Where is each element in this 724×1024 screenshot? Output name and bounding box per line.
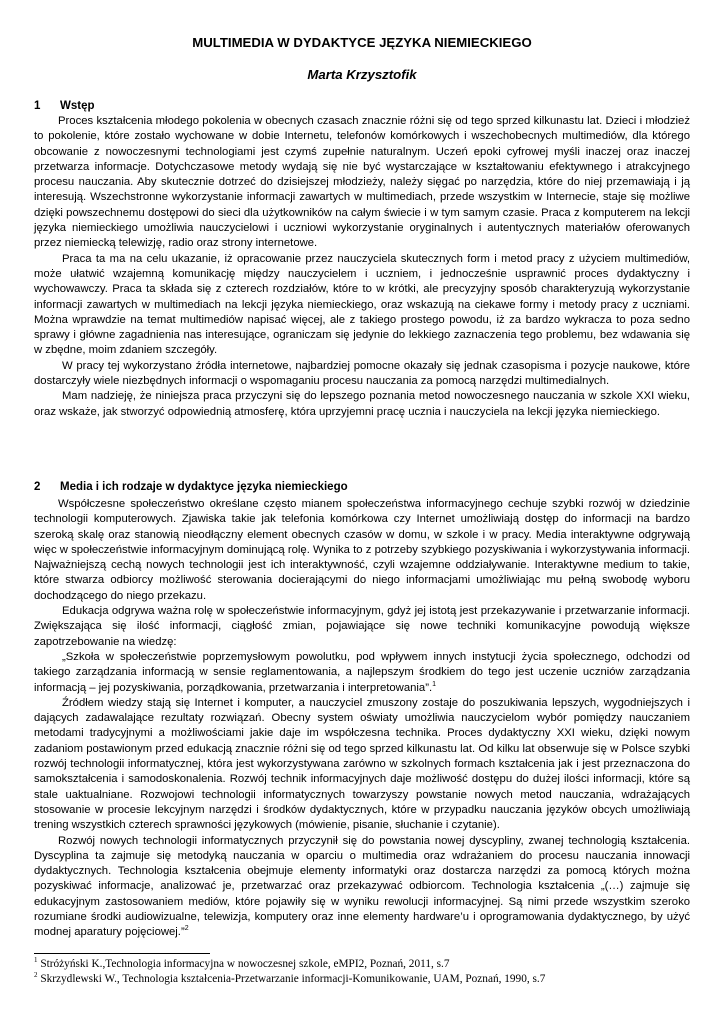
section-title: Media i ich rodzaje w dydaktyce języka niemieckiego (60, 481, 348, 493)
footnote-mark: 2 (34, 971, 38, 980)
section-heading (34, 99, 95, 114)
quote-text: „Szkoła w społeczeństwie poprzemysłowym powolutku, pod wpływem innych instytucji życia społecznego, odchodzi od takiego zarządzania informacją w sensie reglamentowania, a najlepszym środkiem do tego jest uczenie uczniów zarządzania informacją – jej pozyskiwania, porządkowania, przetwarzania i interpretowania”. (34, 650, 690, 694)
paragraph: Współczesne społeczeństwo określane często mianem społeczeństwa informacyjnego cechuje szybki rozwój w dziedzinie technologii komputerowych. Zjawiska takie jak telefonia komórkowa czy Internet umożliwiają dostęp do informacji na bardzo szeroką skalę oraz stanowią nieodłączny element obecnych czasów w domu, w szkole i w pracy. Media interaktywne odgrywają więc w społeczeństwie informacyjnym dominującą rolę. Wynika to z potrzeby szybkiego pozyskiwania i wykorzystywania informacji. Najważniejszą cechą nowych technologii jest ich interaktywność, czyli wzajemne oddziaływanie. Interaktywne medium to takie, które stwarza odbiorcy możliwość sterowania docierającymi do niego informacjami umożliwiając mu pełną swobodę wyboru dochodzącego do niego przekazu. (34, 498, 690, 602)
footnotes (34, 957, 690, 987)
footnote (34, 957, 690, 972)
paragraph: Źródłem wiedzy stają się Internet i komputer, a nauczyciel zmuszony zostaje do poszukiwania lepszych, wygodniejszych i dających zadawalające rezultaty rozwiązań. Obecny system oświaty umożliwia nauczycielom wybór pomiędzy nauczaniem metodami tradycyjnymi a możliwościami jakie daje im współczesna technika. Proces dydaktyczny XXI wieku, dzięki nowym zadaniom postawionym przed edukacją znacznie różni się od tego sprzed kilkunastu lat. Od kilku lat obserwuje się w Polsce szybki rozwój technologii informatycznej, która jest wykorzystywana zarówno w szkolnych formach kształcenia jak i jest przeznaczona do samokształcenia i samodoskonalenia. Rozwój technik informacyjnych daje możliwość dostępu do dużej ilości informacji, które są stale uaktualniane. Rozwojowi technologii informatycznych towarzyszy powstanie nowych metod nauczania, wdrażających stosowanie w procesie lekcyjnym narzędzi i środków dydaktycznych, które w przypadku nauczania języków obcych umożliwiają trening wszystkich czterech sprawności językowych (mówienie, pisanie, słuchanie i czytanie). (34, 696, 690, 832)
paragraph: W pracy tej wykorzystano źródła internetowe, najbardziej pomocne okazały się jednak czasopisma i pozycje naukowe, które dostarczyły wiele niezbędnych informacji o wspomaganiu procesu nauczania za pomocą narzędzi multimedialnych. (34, 359, 690, 388)
document-author: Marta Krzysztofik (307, 67, 417, 82)
footnote-reference[interactable]: 1 (432, 680, 437, 688)
footnote-separator (34, 953, 210, 954)
section-body (34, 497, 690, 941)
footnote-mark: 1 (34, 956, 38, 965)
section-number: 2 (34, 481, 41, 493)
paragraph: Mam nadzieję, że niniejsza praca przyczyni się do lepszego poznania metod nowoczesnego nauczania w szkole XXI wieku, oraz wskaże, jak stworzyć odpowiednią atmosferę, która uprzyjemni pracę ucznia i nauczyciela na lekcji języka niemieckiego. (34, 390, 690, 418)
section-heading (34, 480, 348, 495)
document-title: MULTIMEDIA W DYDAKTYCE JĘZYKA NIEMIECKIEGO (192, 35, 532, 50)
paragraph-with-footnote (34, 834, 690, 941)
quote-paragraph (34, 650, 690, 696)
paragraph: Proces kształcenia młodego pokolenia w obecnych czasach znacznie różni się od tego sprzed kilkunastu lat. Dzieci i młodzież to pokolenie, które zostało wychowane w dobie Internetu, telefonów komórkowych i wszechobecnych multimediów, dla którego obcowanie z nowoczesnymi technologiami jest czymś zupełnie naturalnym. Uczeń epoki cyfrowej myśli inaczej oraz inaczej przetwarza informacje. Dotychczasowe metody wydają się nie być wystarczające w kształtowaniu efektywnego i atrakcyjnego procesu nauczania. Aby skutecznie dotrzeć do dzisiejszej młodzieży, należy sięgać po narzędzia, które do niej przemawiają i ją interesują. Wszechstronne wykorzystanie informacji zawartych w multimediach, przede wszystkim w Internecie, staje się możliwe dzięki powszechnemu dostępowi do sieci dla użytkowników na całym świecie i w tym samym czasie. Praca z komputerem na lekcji języka niemieckiego umożliwia nauczycielowi i uczniowi wykorzystanie oryginalnych i autentycznych materiałów oferowanych przez niemiecką telewizję, radio oraz strony internetowe. (34, 115, 690, 250)
footnote-text: Stróżyński K.,Technologia informacyjna w nowoczesnej szkole, eMPI2, Poznań, 2011, s.7 (40, 958, 450, 970)
footnote-text: Skrzydlewski W., Technologia kształcenia-Przetwarzanie informacji-Komunikowanie, UAM, Poznań, 1990, s.7 (40, 973, 546, 985)
section-title: Wstęp (60, 100, 95, 112)
footnote-reference[interactable]: 2 (184, 925, 189, 933)
section-body (34, 114, 690, 420)
paragraph-text: Rozwój nowych technologii informatycznych przyczynił się do powstania nowej dyscypliny, zwanej technologią kształcenia. Dyscyplina ta zajmuje się metodyką nauczania w oparciu o multimedia oraz wdrażaniem do procesu nauczania innowacji dydaktycznych. Technologia kształcenia obejmuje elementy informatyki oraz dostarcza narzędzi za pomocą których można pozyskiwać informacje, analizować je, przetwarzać oraz przekazywać odbiorcom. Technologia kształcenia „(…) zajmuje się edukacyjnym zastosowaniem mediów, które pojawiły się w wyniku rewolucji informacyjnej. Są nimi przede wszystkim szeroko rozumiane środki audiowizualne, telewizja, komputery oraz inne elementy hardware’u i oprogramowania dydaktycznego, by użyć modnej aparatury pojęciowej.” (34, 834, 690, 939)
paragraph: Edukacja odgrywa ważna rolę w społeczeństwie informacyjnym, gdyż jej istotą jest przekazywanie i przetwarzanie informacji. Zwiększająca się ilość informacji, ciągłość zmian, pojawiające się nowe techniki komunikacyjne powodują większe zapotrzebowanie na wiedzę: (34, 605, 690, 648)
paragraph: Praca ta ma na celu ukazanie, iż opracowanie przez nauczyciela skutecznych form i metod pracy z użyciem multimediów, może ułatwić wzajemną komunikację między nauczycielem i uczniem, i jednocześnie usprawnić proces dydaktyczny i wychowawczy. Praca ta składa się z czterech rozdziałów, które to w krótki, ale precyzyjny sposób charakteryzują wykorzystanie informacji zawartych w multimediach na lekcji języka niemieckiego, oraz wskazują na ciekawe formy i metody pracy z uczniami. Można wprawdzie na temat multimediów napisać więcej, ale z takiego prostego powodu, iż za bardzo wykracza to poza sedno sprawy i główne zagadnienia nas interesujące, ograniczam się jedynie do lekkiego zaznaczenia tego problemu, bez wdawania się w zbędne, moim zdaniem szczegóły. (34, 252, 690, 357)
section-number: 1 (34, 100, 41, 112)
footnote (34, 972, 690, 987)
